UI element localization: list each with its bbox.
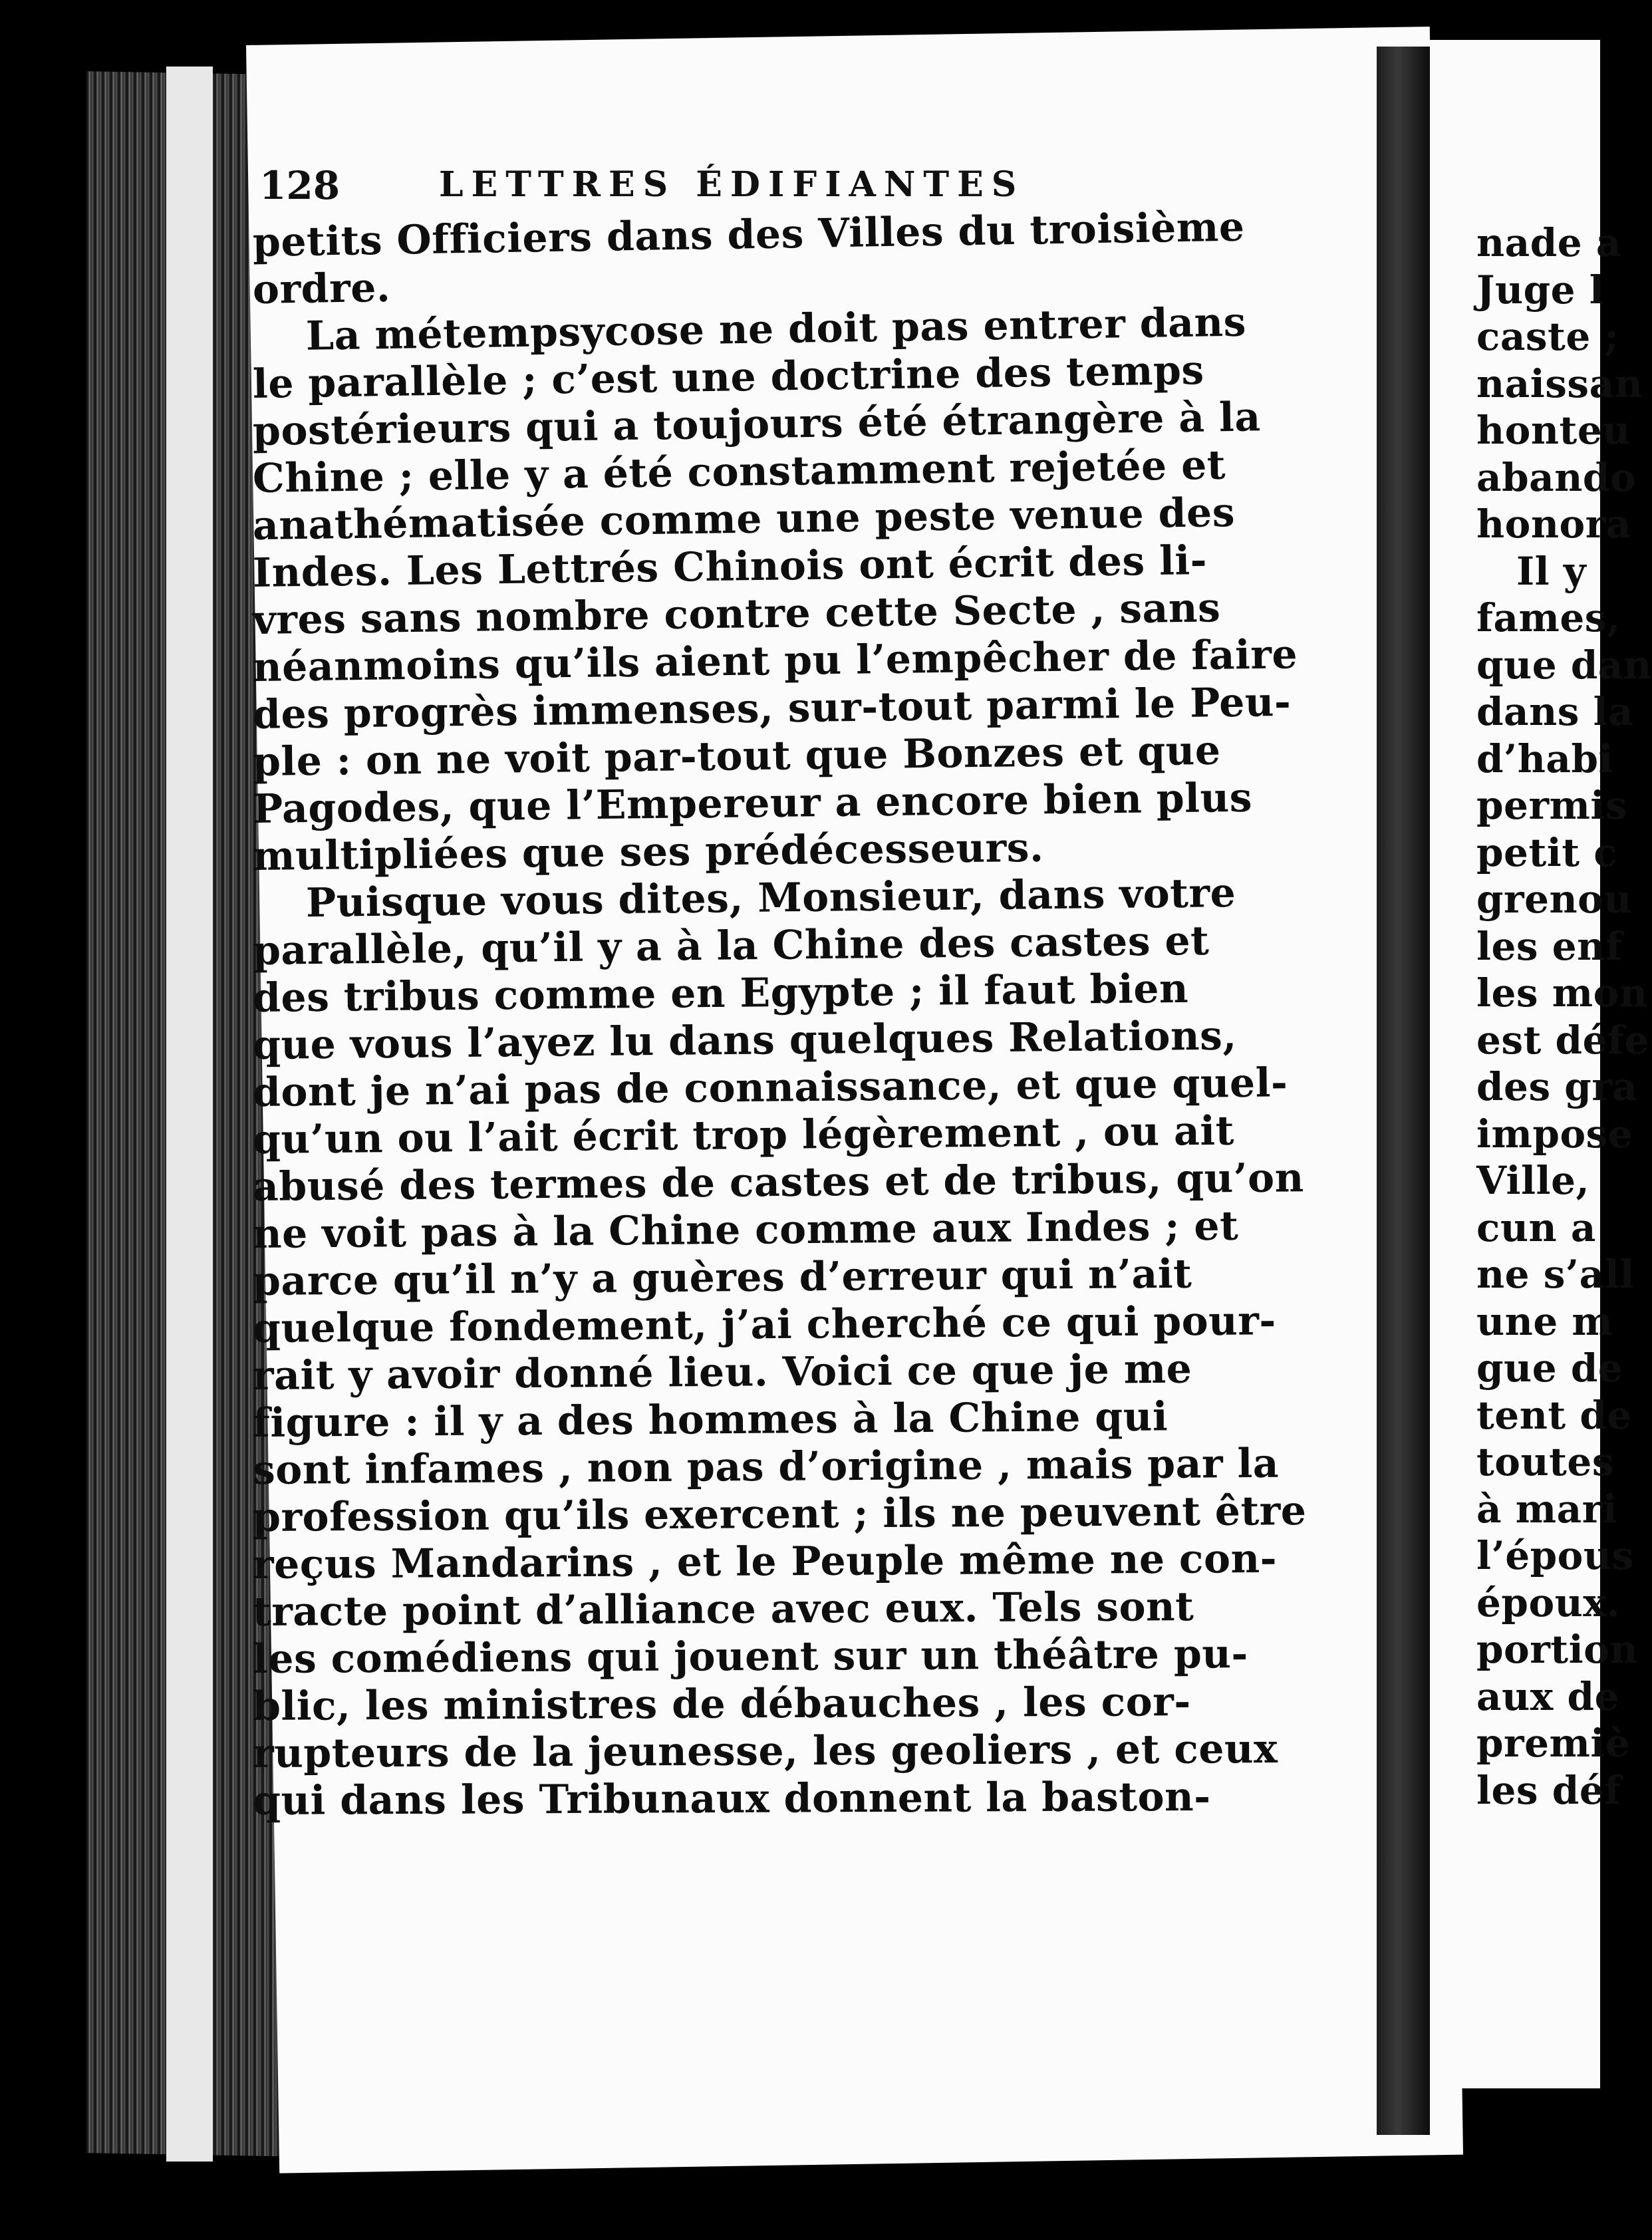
text-line: grenou bbox=[1476, 877, 1633, 922]
text-line: premiè bbox=[1476, 1721, 1631, 1766]
page-edge-strip bbox=[166, 67, 213, 2162]
text-line: figure : il y a des hommes à la Chine qui bbox=[252, 1393, 1169, 1447]
running-title: LETTRES ÉDIFIANTES bbox=[439, 164, 1025, 205]
text-line: multipliées que ses prédécesseurs. bbox=[252, 824, 1044, 880]
text-line: impose bbox=[1476, 1111, 1633, 1157]
text-line: époux. bbox=[1476, 1580, 1621, 1625]
text-line: ple : on ne voit par-tout que Bonzes et que bbox=[252, 727, 1221, 785]
text-line: tent de bbox=[1476, 1392, 1632, 1438]
text-line: des tribus comme en Egypte ; il faut bien bbox=[252, 965, 1189, 1022]
text-line: permis bbox=[1476, 783, 1628, 828]
text-line: que vous l’ayez lu dans quelques Relations, bbox=[252, 1012, 1238, 1069]
text-line: reçus Mandarins , et le Peuple même ne con- bbox=[252, 1535, 1278, 1588]
text-line: une m bbox=[1476, 1298, 1613, 1344]
text-line: abando bbox=[1476, 454, 1637, 500]
text-line: les enf bbox=[1476, 923, 1623, 969]
text-line: tracte point d’alliance avec eux. Tels sont bbox=[252, 1584, 1194, 1635]
text-line: qu’un ou l’ait écrit trop légèrement , ou ait bbox=[252, 1107, 1235, 1163]
text-line: parce qu’il n’y a guères d’erreur qui n’ait bbox=[252, 1250, 1192, 1305]
text-line: anathématisée comme une peste venue des bbox=[252, 489, 1236, 549]
text-line: vres sans nombre contre cette Secte , sans bbox=[252, 585, 1221, 644]
text-line: petit c bbox=[1476, 829, 1618, 875]
text-line: à mari bbox=[1476, 1486, 1618, 1532]
text-line: les déf bbox=[1476, 1767, 1621, 1813]
text-line: dans la bbox=[1476, 689, 1634, 734]
text-line: gue de bbox=[1476, 1345, 1623, 1391]
text-line: le parallèle ; c’est une doctrine des temps bbox=[252, 347, 1205, 408]
text-line: caste ; bbox=[1476, 314, 1619, 359]
text-line: abusé des termes de castes et de tribus, qu’on bbox=[252, 1155, 1305, 1210]
text-line: naissan bbox=[1476, 360, 1643, 406]
text-line: les mon bbox=[1476, 970, 1648, 1016]
text-line: Chine ; elle y a été constamment rejetée et bbox=[252, 442, 1226, 502]
text-line: l’épous bbox=[1476, 1533, 1634, 1578]
text-line: sont infames , non pas d’origine , mais par la bbox=[252, 1440, 1280, 1494]
text-line: nade a bbox=[1476, 220, 1621, 265]
text-line: Juge l bbox=[1476, 267, 1605, 313]
text-line: que dan bbox=[1476, 642, 1652, 688]
text-line: ne s’all bbox=[1476, 1252, 1635, 1297]
text-line: La métempsycose ne doit pas entrer dans bbox=[305, 299, 1247, 360]
text-line: néanmoins qu’ils aient pu l’empêcher de faire bbox=[252, 631, 1298, 691]
text-line: aux de bbox=[1476, 1673, 1619, 1719]
left-page-text bbox=[252, 204, 1343, 1825]
text-line: blic, les ministres de débauches , les cor- bbox=[252, 1679, 1191, 1730]
page-number: 128 bbox=[259, 163, 341, 208]
text-line: profession qu’ils exercent ; ils ne peuvent être bbox=[252, 1488, 1307, 1541]
text-line: honteu bbox=[1476, 408, 1631, 453]
text-line: rait y avoir donné lieu. Voici ce que je me bbox=[252, 1345, 1192, 1399]
book-gutter bbox=[1377, 47, 1430, 2135]
text-line: des progrès immenses, sur-tout parmi le Peu- bbox=[252, 678, 1292, 738]
text-line: parallèle, qu’il y a à la Chine des castes et bbox=[252, 917, 1210, 974]
text-line: fames, bbox=[1476, 595, 1621, 640]
text-line: ne voit pas à la Chine comme aux Indes ; et bbox=[252, 1202, 1239, 1258]
text-line: Indes. Les Lettrés Chinois ont écrit des li- bbox=[252, 537, 1208, 597]
text-line: d’habi bbox=[1476, 736, 1614, 781]
text-line: Puisque vous dites, Monsieur, dans votre bbox=[305, 870, 1236, 927]
right-page-text bbox=[1476, 219, 1652, 1814]
text-line: est défe bbox=[1476, 1017, 1649, 1063]
text-line: portion bbox=[1476, 1627, 1638, 1672]
text-line: quelque fondement, j’ai cherché ce qui pour- bbox=[252, 1298, 1277, 1352]
text-line: dont je n’ai pas de connaissance, et que quel- bbox=[252, 1059, 1288, 1116]
text-line: Pagodes, que l’Empereur a encore bien plus bbox=[252, 774, 1253, 833]
text-line: Il y bbox=[1516, 548, 1587, 594]
text-line: Ville, bbox=[1476, 1158, 1590, 1203]
text-line: rupteurs de la jeunesse, les geoliers , et ceux bbox=[252, 1726, 1278, 1777]
text-line: ordre. bbox=[252, 264, 391, 313]
text-line: cun a bbox=[1476, 1204, 1596, 1250]
text-line: honora bbox=[1476, 501, 1631, 547]
text-line: des gra bbox=[1476, 1064, 1638, 1109]
text-line: petits Officiers dans des Villes du troisième bbox=[252, 204, 1245, 266]
text-line: les comédiens qui jouent sur un théâtre pu- bbox=[252, 1631, 1249, 1683]
text-line: toutes bbox=[1476, 1439, 1614, 1484]
text-line: postérieurs qui a toujours été étrangère à la bbox=[252, 394, 1262, 455]
text-line: qui dans les Tribunaux donnent la baston- bbox=[252, 1773, 1211, 1824]
